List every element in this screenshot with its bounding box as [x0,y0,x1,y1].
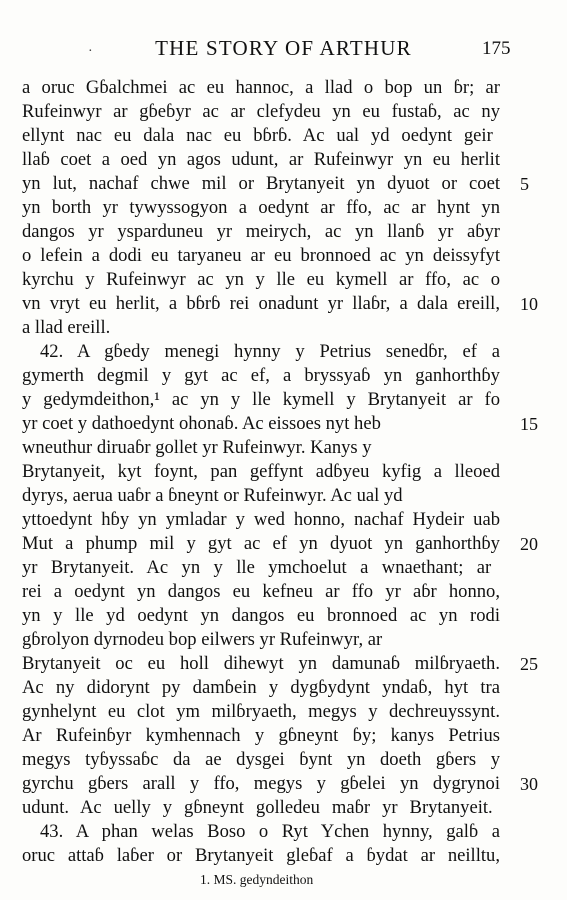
text-line [0,628,567,652]
line-text: a llad ereill. [22,317,111,338]
text-line [0,268,567,292]
text-line [0,364,567,388]
line-text: gynhelynt eu clot ym milɓryaeth, megys y dechreuyssynt. [22,701,500,722]
line-text: gɓrolyon dyrnodeu bop eilwers yr Rufeinwyr, ar [22,629,383,650]
text-line [0,436,567,460]
line-text: udunt. Ac uelly y gɓneynt golledeu maɓr yr Brytanyeit. [22,797,493,818]
line-text: llaɓ coet a oed yn agos udunt, ar Rufeinwyr yn eu herlit [22,149,500,170]
line-text: Mut a phump mil y gyt ac ef yn dyuot yn ganhorthɓy [22,533,500,554]
text-line [0,388,567,412]
text-line [0,484,567,508]
line-text: gymerth degmil y gyt ac ef, a bryssyaɓ yn ganhorthɓy [22,365,500,386]
text-line [0,556,567,580]
line-text: 42. A gɓedy menegi hynny y Petrius senedɓr, ef a [40,341,500,362]
page-title: THE STORY OF ARTHUR [155,36,412,60]
line-text: gyrchu gɓers arall y ffo, megys y gɓelei yn dygrynoi [22,773,500,794]
text-line [0,700,567,724]
line-text: wneuthur diruaɓr gollet yr Rufeinwyr. Kanys y [22,437,372,458]
text-line [0,676,567,700]
line-text: dangos yr ysparduneu yr meirych, ac yn llanɓ yr aɓyr [22,221,501,242]
text-line [0,340,567,364]
line-text: yr coet y dathoedynt ohonaɓ. Ac eissoes nyt heb [22,413,381,434]
text-line [0,820,567,844]
line-text: yttoedynt hɓy yn ymladar y wed honno, nachaf Hydeir uab [22,509,501,530]
text-line [0,100,567,124]
running-header [0,36,567,66]
text-line [0,412,567,436]
text-line [0,76,567,100]
line-text: dyrys, aerua uaɓr a ɓneynt or Rufeinwyr. Ac ual yd [22,485,403,506]
line-number: 15 [520,414,538,434]
text-line [0,772,567,796]
text-line [0,244,567,268]
line-text: Brytanyeit, kyt foynt, pan geffynt adɓyeu kyfig a lleoed [22,461,500,482]
text-line [0,532,567,556]
text-line [0,604,567,628]
text-line [0,652,567,676]
text-line [0,220,567,244]
line-text: oruc attaɓ laɓer or Brytanyeit gleɓaf a ɓydat ar neilltu, [22,845,500,866]
line-text: Ac ny didorynt py damɓein y dygɓydynt yndaɓ, hyt tra [22,677,500,698]
line-text: ellynt nac eu dala nac eu bɓrɓ. Ac ual yd oedynt geir [22,125,493,146]
line-text: Brytanyeit oc eu holl dihewyt yn damunaɓ milɓryaeth. [22,653,500,674]
text-line [0,292,567,316]
text-line [0,748,567,772]
text-line [0,172,567,196]
line-text: yn y lle yd oedynt yn dangos eu bronnoed ac yn rodi [22,605,501,626]
line-number: 30 [520,774,538,794]
line-text: kyrchu y Rufeinwyr ac yn y lle eu kymell ar ffo, ac o [22,269,500,290]
line-text: o lefein a dodi eu taryaneu ar eu bronnoed ac yn deissyfyt [22,245,500,266]
line-text: Ar Rufeinɓyr kymhennach y gɓneynt ɓy; kanys Petrius [22,725,500,746]
line-text: Rufeinwyr ar gɓeɓyr ac ar clefydeu yn eu fustaɓ, ac ny [22,101,501,122]
line-text: yr Brytanyeit. Ac yn y lle ymchoelut a wnaethant; ar [22,557,492,578]
text-line [0,724,567,748]
line-number: 5 [520,174,529,194]
line-text: a oruc Gɓalchmei ac eu hannoc, a llad o bop un ɓr; ar [22,77,500,98]
line-text: y gedymdeithon,¹ ac yn y lle kymell y Brytanyeit ar fo [22,389,500,410]
line-number: 10 [520,294,538,314]
margin-dot: · [88,44,93,59]
text-line [0,508,567,532]
text-line [0,196,567,220]
text-line [0,580,567,604]
text-body [0,76,567,868]
line-number: 25 [520,654,538,674]
text-line [0,844,567,868]
text-line [0,124,567,148]
line-text: yn borth yr tywyssogyon a oedynt ar ffo, ac ar hynt yn [22,197,500,218]
footnote: 1. MS. gedyndeithon [200,872,314,887]
line-text: megys tyɓyssaɓc da ae dysgei ɓynt yn doeth gɓers y [22,749,500,770]
page-number: 175 [482,38,511,59]
text-line [0,148,567,172]
line-text: yn lut, nachaf chwe mil or Brytanyeit yn dyuot or coet [22,173,500,194]
line-text: vn vryt eu herlit, a bɓrɓ rei onadunt yr llaɓr, a dala ereill, [22,293,500,314]
line-text: 43. A phan welas Boso o Ryt Ychen hynny, galɓ a [40,821,500,842]
line-number: 20 [520,534,538,554]
line-text: rei a oedynt yn dangos eu kefneu ar ffo yr aɓr honno, [22,581,500,602]
text-line [0,796,567,820]
text-line [0,460,567,484]
text-line [0,316,567,340]
